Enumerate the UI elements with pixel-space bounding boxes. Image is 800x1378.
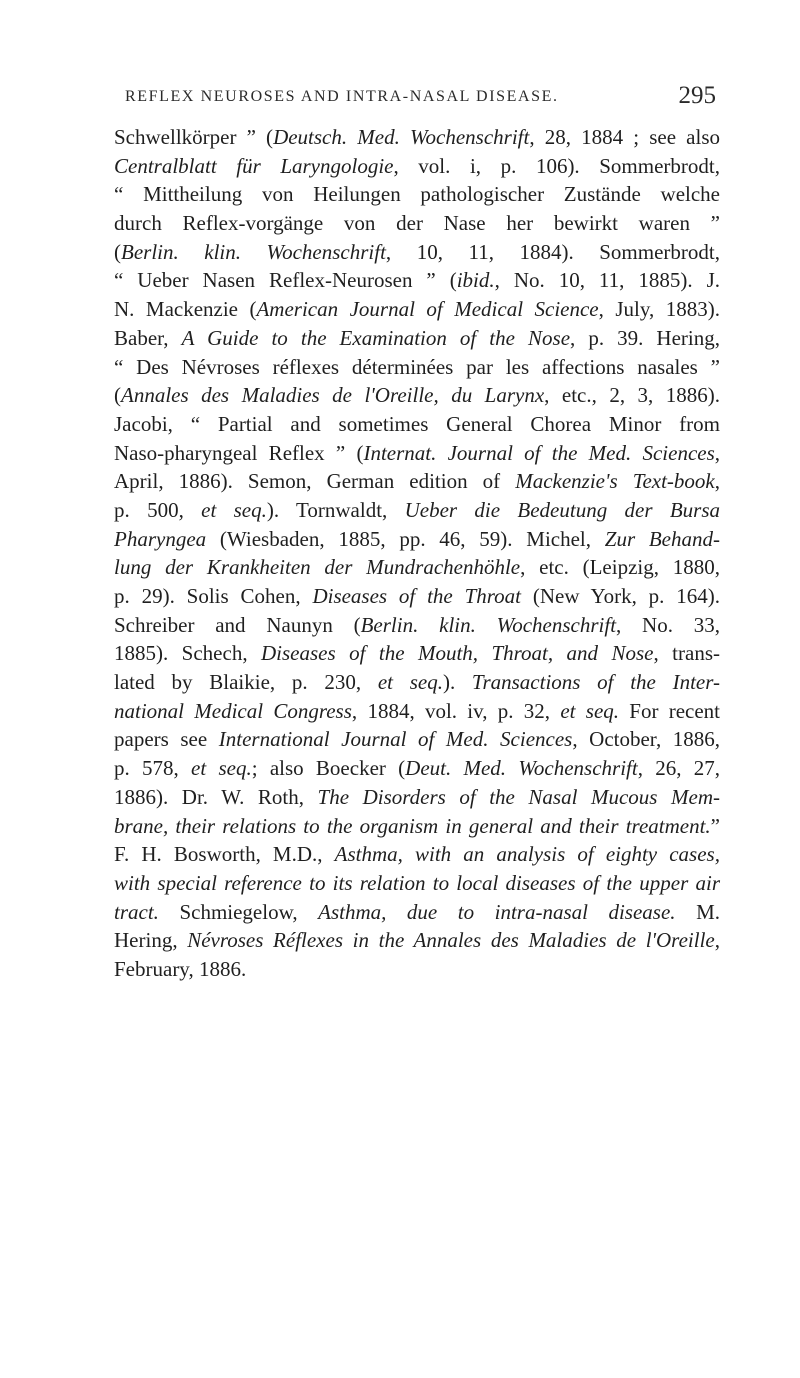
italic-text-run: Centralblatt für Laryngologie bbox=[114, 153, 394, 178]
text-line bbox=[114, 496, 720, 525]
text-run: lated by Blaikie, p. 230, bbox=[114, 670, 378, 695]
text-run: February, 1886. bbox=[114, 956, 247, 981]
text-run: ” bbox=[710, 813, 720, 838]
text-run: Hering, bbox=[114, 928, 188, 953]
text-line bbox=[114, 467, 720, 496]
text-line bbox=[114, 697, 720, 726]
bibliography-paragraph bbox=[114, 123, 720, 984]
italic-text-run: Annales des Maladies de l'Oreille, du Larynx bbox=[121, 383, 545, 408]
text-run: 1885). Schech, bbox=[114, 641, 261, 666]
text-line bbox=[114, 381, 720, 410]
text-run: papers see bbox=[114, 727, 219, 752]
text-line bbox=[114, 266, 720, 295]
text-run: , 28, 1884 ; see also bbox=[529, 125, 720, 149]
text-run: , bbox=[714, 440, 721, 465]
text-run: “ Des Névroses réflexes déterminées par les affections nasales ” bbox=[114, 354, 720, 379]
text-line bbox=[114, 324, 720, 353]
text-run: , p. 39. Hering, bbox=[570, 325, 720, 350]
text-line bbox=[114, 180, 720, 209]
text-run: p. 500, bbox=[114, 497, 202, 522]
text-line bbox=[114, 209, 720, 238]
text-run: Jacobi, “ Partial and sometimes General Chorea Minor from bbox=[114, 411, 720, 436]
text-run: , etc. (Leipzig, 1880, bbox=[520, 555, 721, 580]
text-run: ( bbox=[114, 239, 121, 264]
italic-text-run: Transactions of the Inter- bbox=[471, 670, 720, 695]
italic-text-run: lung der Krankheiten der Mundrachenhöhle bbox=[114, 555, 521, 580]
text-run: Schreiber and Naunyn ( bbox=[114, 612, 361, 637]
italic-text-run: Mackenzie's Text-book bbox=[515, 469, 715, 494]
text-run: p. 578, bbox=[114, 756, 192, 781]
text-line bbox=[114, 238, 720, 267]
page-number: 295 bbox=[678, 82, 716, 109]
running-head bbox=[0, 82, 800, 112]
text-run: , etc., 2, 3, 1886). bbox=[544, 383, 720, 408]
text-run: , July, 1883). bbox=[598, 297, 720, 322]
italic-text-run: Ueber die Bedeutung der Bursa bbox=[404, 497, 720, 522]
text-run: Schwellkörper ” ( bbox=[114, 125, 274, 149]
italic-text-run: Névroses Réflexes in the Annales des Maladies de l'Oreille bbox=[187, 928, 715, 953]
text-line bbox=[114, 725, 720, 754]
text-run: , 1884, vol. iv, p. 32, bbox=[351, 698, 561, 723]
text-line bbox=[114, 152, 720, 181]
text-run: , No. 10, 11, 1885). J. bbox=[494, 268, 720, 293]
italic-text-run: A Guide to the Examination of the Nose bbox=[181, 325, 571, 350]
text-line bbox=[114, 525, 720, 554]
text-run: “ Mittheilung von Heilungen pathologischer Zustände welche bbox=[114, 182, 720, 207]
italic-text-run: et seq. bbox=[377, 670, 443, 695]
italic-text-run: The Disorders of the Nasal Mucous Mem- bbox=[317, 784, 720, 809]
text-line bbox=[114, 812, 720, 841]
text-run: , 10, 11, 1884). Sommerbrodt, bbox=[385, 239, 720, 264]
text-run: 1886). Dr. W. Roth, bbox=[114, 784, 318, 809]
text-run: , trans- bbox=[653, 641, 720, 666]
text-line bbox=[114, 840, 720, 869]
text-run: ). bbox=[442, 670, 472, 695]
text-run: Baber, bbox=[114, 325, 182, 350]
italic-text-run: Berlin. klin. Wochenschrift bbox=[121, 239, 386, 264]
text-run: , No. 33, bbox=[616, 612, 721, 637]
italic-text-run: International Journal of Med. Sciences bbox=[218, 727, 573, 752]
text-run: Naso-pharyngeal Reflex ” ( bbox=[114, 440, 364, 465]
text-line bbox=[114, 926, 720, 955]
italic-text-run: Zur Behand- bbox=[604, 526, 720, 551]
text-line bbox=[114, 123, 720, 152]
running-title: REFLEX NEUROSES AND INTRA-NASAL DISEASE. bbox=[125, 88, 559, 105]
italic-text-run: Diseases of the Throat bbox=[312, 584, 521, 608]
text-line bbox=[114, 353, 720, 382]
text-run: ; also Boecker ( bbox=[251, 756, 406, 781]
italic-text-run: national Medical Congress bbox=[114, 698, 352, 723]
italic-text-run: with special reference to its relation to local diseases of the upper air bbox=[114, 870, 720, 895]
text-line bbox=[114, 754, 720, 783]
text-run: , vol. i, p. 106). Sommerbrodt, bbox=[393, 153, 720, 178]
italic-text-run: Berlin. klin. Wochenschrift bbox=[360, 612, 617, 637]
italic-text-run: Pharyngea bbox=[114, 526, 207, 551]
italic-text-run: Diseases of the Mouth, Throat, and Nose bbox=[261, 641, 654, 666]
text-line bbox=[114, 783, 720, 812]
italic-text-run: Deut. Med. Wochenschrift bbox=[405, 756, 638, 781]
text-run: Schmiegelow, bbox=[158, 899, 319, 924]
italic-text-run: et seq. bbox=[191, 756, 252, 781]
italic-text-run: ibid. bbox=[456, 268, 495, 293]
text-line bbox=[114, 582, 720, 611]
italic-text-run: Asthma, with an analysis of eighty cases, bbox=[334, 842, 720, 867]
text-run: ( bbox=[114, 383, 121, 408]
text-run: (New York, p. 164). bbox=[521, 584, 721, 608]
italic-text-run: Internat. Journal of the Med. Sciences bbox=[363, 440, 715, 465]
text-run: April, 1886). Semon, German edition of bbox=[114, 469, 516, 494]
italic-text-run: Deutsch. Med. Wochenschrift bbox=[273, 125, 530, 149]
text-run: , October, 1886, bbox=[572, 727, 721, 752]
text-line bbox=[114, 439, 720, 468]
italic-text-run: et seq. bbox=[560, 698, 620, 723]
text-run: durch Reflex-vorgänge von der Nase her bewirkt waren ” bbox=[114, 211, 720, 236]
text-line bbox=[114, 410, 720, 439]
text-line bbox=[114, 668, 720, 697]
text-run: For recent bbox=[619, 698, 721, 723]
text-line bbox=[114, 553, 720, 582]
text-line bbox=[114, 639, 720, 668]
text-line bbox=[114, 295, 720, 324]
text-run: , bbox=[714, 469, 720, 494]
text-run: (Wiesbaden, 1885, pp. 46, 59). Michel, bbox=[206, 526, 605, 551]
text-line bbox=[114, 869, 720, 898]
text-run: F. H. Bosworth, M.D., bbox=[114, 842, 335, 867]
text-run: “ Ueber Nasen Reflex-Neurosen ” ( bbox=[114, 268, 457, 293]
text-line bbox=[114, 611, 720, 640]
text-run: M. bbox=[675, 899, 720, 924]
text-run: ). Tornwaldt, bbox=[266, 497, 405, 522]
text-run: p. 29). Solis Cohen, bbox=[114, 584, 313, 608]
italic-text-run: American Journal of Medical Science bbox=[256, 297, 599, 322]
italic-text-run: brane, their relations to the organism in general and their treatment. bbox=[114, 813, 711, 838]
italic-text-run: tract. bbox=[114, 899, 159, 924]
text-line bbox=[114, 898, 720, 927]
text-run: N. Mackenzie ( bbox=[114, 297, 257, 322]
italic-text-run: Asthma, due to intra-nasal disease. bbox=[318, 899, 676, 924]
italic-text-run: et seq. bbox=[201, 497, 267, 522]
text-run: , bbox=[714, 928, 720, 953]
text-run: , 26, 27, bbox=[637, 756, 721, 781]
text-line bbox=[114, 955, 720, 984]
